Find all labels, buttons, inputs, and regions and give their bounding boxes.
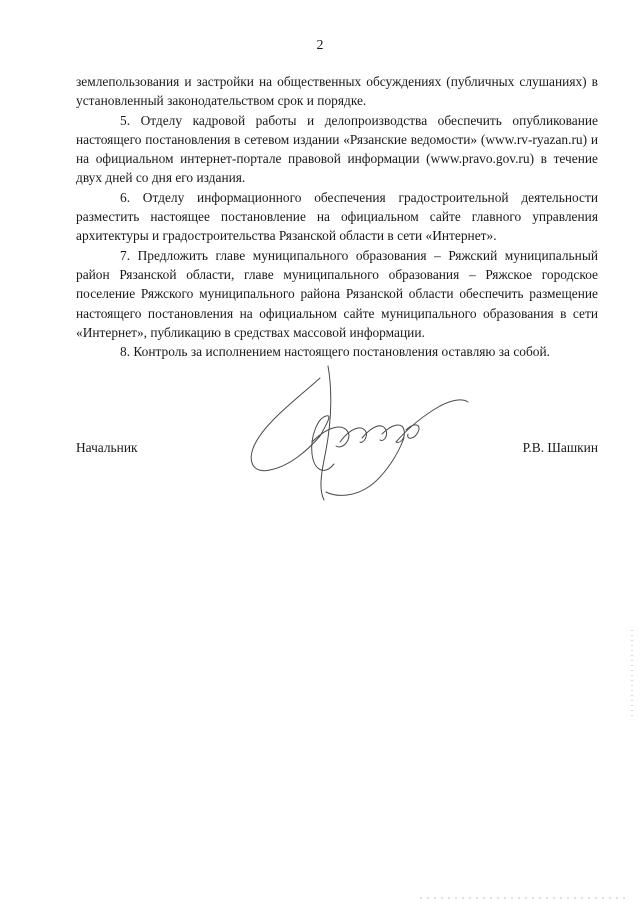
paragraph-item-7: 7. Предложить главе муниципального образования – Ряжский муниципальный район Рязанской области, главе муниципального образования – Ряжское городское поселение Ряжского муниципального района Рязанской области обеспечить размещение настоящего постановления на официальном сайте муниципального образования в сети «Интернет», публикацию в средствах массовой информации. bbox=[76, 247, 598, 340]
signatory-name: Р.В. Шашкин bbox=[522, 440, 598, 455]
paragraph-continuation: землепользования и застройки на общественных обсуждениях (публичных слушаниях) в установленный законодательством срок и порядке. bbox=[76, 74, 598, 109]
position-title: Начальник bbox=[76, 440, 138, 455]
document-body bbox=[76, 72, 598, 361]
page-number: 2 bbox=[316, 38, 324, 53]
handwritten-signature bbox=[228, 358, 478, 508]
paragraph-item-8: 8. Контроль за исполнением настоящего постановления оставляю за собой. bbox=[120, 344, 551, 360]
scan-bottom-marks bbox=[420, 896, 630, 900]
paragraph-item-5: 5. Отделу кадровой работы и делопроизводства обеспечить опубликование настоящего постановления в сетевом издании «Рязанские ведомости» (www.rv-ryazan.ru) и на официальном интернет-портале правовой информации (www.pravo.gov.ru) в течение двух дней со дня его издания. bbox=[76, 112, 598, 186]
paragraph-item-6: 6. Отделу информационного обеспечения градостроительной деятельности разместить настоящее постановление на официальном сайте главного управления архитектуры и градостроительства Рязанской области в сети «Интернет». bbox=[76, 189, 598, 244]
scan-edge-marks bbox=[630, 630, 634, 720]
signature-block bbox=[76, 440, 598, 460]
